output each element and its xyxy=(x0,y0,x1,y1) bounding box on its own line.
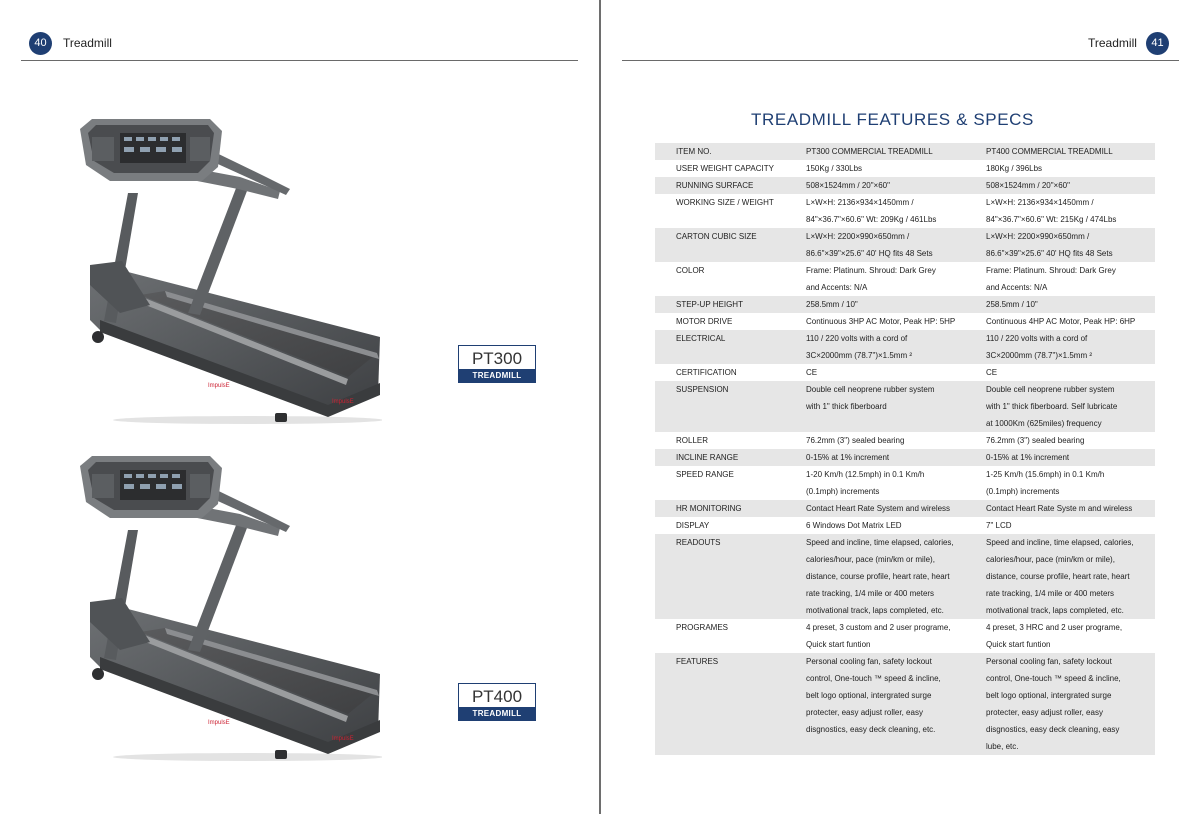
spec-value-line: Continuous 3HP AC Motor, Peak HP: 5HP xyxy=(806,317,956,326)
spec-row xyxy=(655,313,1155,330)
spec-label: HR MONITORING xyxy=(655,500,806,517)
spec-row xyxy=(655,381,1155,432)
spec-value-line: belt logo optional, intergrated surge xyxy=(806,691,932,700)
spec-value-line: 258.5mm / 10" xyxy=(806,300,858,309)
spec-label: FEATURES xyxy=(655,653,806,755)
left-page xyxy=(0,0,599,814)
spec-label: ROLLER xyxy=(676,436,709,445)
section-title: Treadmill xyxy=(63,36,112,50)
spec-value-line: 84"×36.7"×60.6" Wt: 215Kg / 474Lbs xyxy=(986,215,1117,224)
spec-value-line: 3C×2000mm (78.7")×1.5mm ² xyxy=(806,351,912,360)
spec-row xyxy=(655,619,1155,653)
spec-value-pt300 xyxy=(806,534,986,619)
spec-row xyxy=(655,330,1155,364)
spec-value-line: control, One-touch ™ speed & incline, xyxy=(986,674,1121,683)
page-number: 41 xyxy=(1146,32,1169,55)
spec-value-pt400 xyxy=(986,296,1155,313)
spec-row xyxy=(655,534,1155,619)
spec-value-pt300 xyxy=(806,330,986,364)
spec-value-pt400 xyxy=(986,313,1155,330)
spec-label: ITEM NO. xyxy=(655,143,806,160)
spec-value-pt300 xyxy=(806,432,986,449)
spec-value-line: L×W×H: 2200×990×650mm / xyxy=(986,232,1090,241)
spec-row xyxy=(655,177,1155,194)
spec-value-line: 3C×2000mm (78.7")×1.5mm ² xyxy=(986,351,1092,360)
spec-value-line: PT400 COMMERCIAL TREADMILL xyxy=(986,147,1113,156)
specs-table xyxy=(655,143,1155,755)
spec-value-line: Personal cooling fan, safety lockout xyxy=(806,657,932,666)
spec-value-line: distance, course profile, heart rate, heart xyxy=(806,572,950,581)
model-type: TREADMILL xyxy=(459,707,535,720)
spec-value-line: 0-15% at 1% increment xyxy=(806,453,890,462)
spec-value-line: distance, course profile, heart rate, heart xyxy=(986,572,1130,581)
spec-value-line: 76.2mm (3") sealed bearing xyxy=(806,436,905,445)
spec-label: SUSPENSION xyxy=(655,381,806,432)
spec-value-line: 7" LCD xyxy=(986,521,1012,530)
spec-value-pt300 xyxy=(806,177,986,194)
header-rule xyxy=(21,60,578,61)
spec-value-line: 110 / 220 volts with a cord of xyxy=(986,334,1088,343)
model-name: PT400 xyxy=(471,687,523,706)
spec-label: ELECTRICAL xyxy=(655,330,806,364)
spec-value-line: Continuous 4HP AC Motor, Peak HP: 6HP xyxy=(986,317,1136,326)
spec-label: SPEED RANGE xyxy=(676,470,734,479)
spec-value-line: calories/hour, pace (min/km or mile), xyxy=(806,555,935,564)
spec-value-line: L×W×H: 2200×990×650mm / xyxy=(806,232,910,241)
spec-value-line: Contact Heart Rate Syste m and wireless xyxy=(986,504,1133,513)
spec-value-pt300 xyxy=(806,296,986,313)
spec-value-line: disgnostics, easy deck cleaning, etc. xyxy=(806,725,936,734)
spec-value-line: 84"×36.7"×60.6" Wt: 209Kg / 461Lbs xyxy=(806,215,937,224)
spec-label: STEP-UP HEIGHT xyxy=(655,296,806,313)
spec-label: PROGRAMES xyxy=(676,623,729,632)
spec-value-line: 110 / 220 volts with a cord of xyxy=(806,334,908,343)
spec-value-line: motivational track, laps completed, etc. xyxy=(986,606,1124,615)
spec-value-line: 508×1524mm / 20"×60" xyxy=(806,181,890,190)
spec-value-pt400 xyxy=(986,143,1155,160)
model-name: PT300 xyxy=(471,349,523,368)
spec-value-line: 1-20 Km/h (12.5mph) in 0.1 Km/h xyxy=(806,470,925,479)
spec-value-pt300 xyxy=(806,381,986,432)
spec-value-pt400 xyxy=(986,364,1155,381)
spec-value-line: 76.2mm (3") sealed bearing xyxy=(986,436,1085,445)
spec-value-line: 0-15% at 1% increment xyxy=(986,453,1070,462)
spec-value-line: rate tracking, 1/4 mile or 400 meters xyxy=(806,589,935,598)
spec-value-line: CE xyxy=(986,368,998,377)
spec-value-pt400 xyxy=(986,534,1155,619)
spec-value-pt300 xyxy=(806,313,986,330)
spec-value-pt400 xyxy=(986,381,1155,432)
spec-value-line: Frame: Platinum. Shroud: Dark Grey xyxy=(986,266,1116,275)
spec-label: USER WEIGHT CAPACITY xyxy=(676,164,774,173)
spec-value-pt400 xyxy=(986,517,1155,534)
spec-value-line: rate tracking, 1/4 mile or 400 meters xyxy=(986,589,1115,598)
spec-row xyxy=(655,432,1155,449)
spec-label: WORKING SIZE / WEIGHT xyxy=(676,198,774,207)
spec-value-line: 508×1524mm / 20"×60" xyxy=(986,181,1070,190)
specs-title: TREADMILL FEATURES & SPECS xyxy=(751,110,1034,129)
spec-value-pt300 xyxy=(806,449,986,466)
spec-value-line: at 1000Km (625miles) frequency xyxy=(986,419,1102,428)
pt300-treadmill-image xyxy=(80,115,382,425)
spec-row xyxy=(655,262,1155,296)
spec-label: INCLINE RANGE xyxy=(655,449,806,466)
spec-value-line: CE xyxy=(806,368,818,377)
spec-value-line: and Accents: N/A xyxy=(986,283,1048,292)
spec-value-pt300 xyxy=(806,653,986,755)
spec-value-line: with 1" thick fiberboard xyxy=(806,402,887,411)
spec-value-line: control, One-touch ™ speed & incline, xyxy=(806,674,941,683)
spec-value-pt300 xyxy=(806,466,986,500)
spec-value-line: motivational track, laps completed, etc. xyxy=(806,606,944,615)
spec-value-pt300 xyxy=(806,517,986,534)
spec-value-pt400 xyxy=(986,466,1155,500)
spec-value-pt300 xyxy=(806,160,986,177)
spec-value-pt400 xyxy=(986,432,1155,449)
spec-value-pt300 xyxy=(806,262,986,296)
spec-value-line: 150Kg / 330Lbs xyxy=(806,164,863,173)
right-page xyxy=(601,0,1200,814)
header-rule xyxy=(622,60,1179,61)
spec-value-pt400 xyxy=(986,194,1155,228)
spec-value-line: 1-25 Km/h (15.6mph) in 0.1 Km/h xyxy=(986,470,1105,479)
spec-value-line: protecter, easy adjust roller, easy xyxy=(986,708,1103,717)
spec-row xyxy=(655,296,1155,313)
spec-value-line: PT300 COMMERCIAL TREADMILL xyxy=(806,147,933,156)
spec-row xyxy=(655,194,1155,228)
spec-value-line: Frame: Platinum. Shroud: Dark Grey xyxy=(806,266,936,275)
spec-value-line: and Accents: N/A xyxy=(806,283,868,292)
spec-value-line: (0.1mph) increments xyxy=(986,487,1060,496)
spec-value-line: Quick start funtion xyxy=(806,640,871,649)
spec-value-pt300 xyxy=(806,194,986,228)
spec-value-pt400 xyxy=(986,449,1155,466)
spec-row xyxy=(655,228,1155,262)
spec-row xyxy=(655,466,1155,500)
pt300-model-label xyxy=(458,345,536,383)
spec-value-pt400 xyxy=(986,619,1155,653)
spec-value-pt400 xyxy=(986,177,1155,194)
spec-value-line: 4 preset, 3 HRC and 2 user programe, xyxy=(986,623,1123,632)
spec-row xyxy=(655,364,1155,381)
spec-row xyxy=(655,160,1155,177)
spec-value-pt400 xyxy=(986,228,1155,262)
spec-value-line: Double cell neoprene rubber system xyxy=(806,385,935,394)
spec-row xyxy=(655,449,1155,466)
spec-label: MOTOR DRIVE xyxy=(676,317,733,326)
spec-label: RUNNING SURFACE xyxy=(655,177,806,194)
spec-label: CERTIFICATION xyxy=(676,368,737,377)
spec-value-line: 258.5mm / 10" xyxy=(986,300,1038,309)
spec-value-line: belt logo optional, intergrated surge xyxy=(986,691,1112,700)
spec-row xyxy=(655,653,1155,755)
spec-value-line: with 1" thick fiberboard. Self lubricate xyxy=(986,402,1118,411)
page-number: 40 xyxy=(29,32,52,55)
spec-value-line: calories/hour, pace (min/km or mile), xyxy=(986,555,1115,564)
spec-value-line: L×W×H: 2136×934×1450mm / xyxy=(806,198,914,207)
spec-value-line: lube, etc. xyxy=(986,742,1019,751)
model-type: TREADMILL xyxy=(459,369,535,382)
spec-value-pt300 xyxy=(806,143,986,160)
spec-value-line: Contact Heart Rate System and wireless xyxy=(806,504,951,513)
spec-value-line: Double cell neoprene rubber system xyxy=(986,385,1115,394)
spec-value-line: Speed and incline, time elapsed, calories, xyxy=(806,538,954,547)
spec-label: DISPLAY xyxy=(676,521,710,530)
spec-label: READOUTS xyxy=(655,534,806,619)
spec-value-pt300 xyxy=(806,500,986,517)
spec-value-line: 86.6"×39"×25.6" 40' HQ fits 48 Sets xyxy=(806,249,933,258)
spec-value-line: Quick start funtion xyxy=(986,640,1051,649)
spec-value-pt400 xyxy=(986,262,1155,296)
pt400-treadmill-image xyxy=(80,452,382,762)
spec-value-pt300 xyxy=(806,619,986,653)
pt400-model-label xyxy=(458,683,536,721)
spec-value-pt400 xyxy=(986,500,1155,517)
spec-value-line: 4 preset, 3 custom and 2 user programe, xyxy=(806,623,951,632)
spec-value-line: (0.1mph) increments xyxy=(806,487,880,496)
spec-value-line: disgnostics, easy deck cleaning, easy xyxy=(986,725,1120,734)
spec-value-line: Personal cooling fan, safety lockout xyxy=(986,657,1112,666)
spec-value-line: L×W×H: 2136×934×1450mm / xyxy=(986,198,1094,207)
spec-value-line: 86.6"×39"×25.6" 40' HQ fits 48 Sets xyxy=(986,249,1113,258)
spec-label: COLOR xyxy=(676,266,705,275)
spec-value-line: Speed and incline, time elapsed, calories, xyxy=(986,538,1134,547)
spec-value-line: 6 Windows Dot Matrix LED xyxy=(806,521,902,530)
spec-value-pt400 xyxy=(986,160,1155,177)
spec-value-pt400 xyxy=(986,653,1155,755)
section-title: Treadmill xyxy=(1088,36,1137,50)
spec-value-line: 180Kg / 396Lbs xyxy=(986,164,1043,173)
spec-value-pt400 xyxy=(986,330,1155,364)
spec-value-pt300 xyxy=(806,364,986,381)
spec-label: CARTON CUBIC SIZE xyxy=(655,228,806,262)
spec-value-pt300 xyxy=(806,228,986,262)
spec-value-line: protecter, easy adjust roller, easy xyxy=(806,708,923,717)
spec-row xyxy=(655,143,1155,160)
spec-row xyxy=(655,517,1155,534)
spec-row xyxy=(655,500,1155,517)
